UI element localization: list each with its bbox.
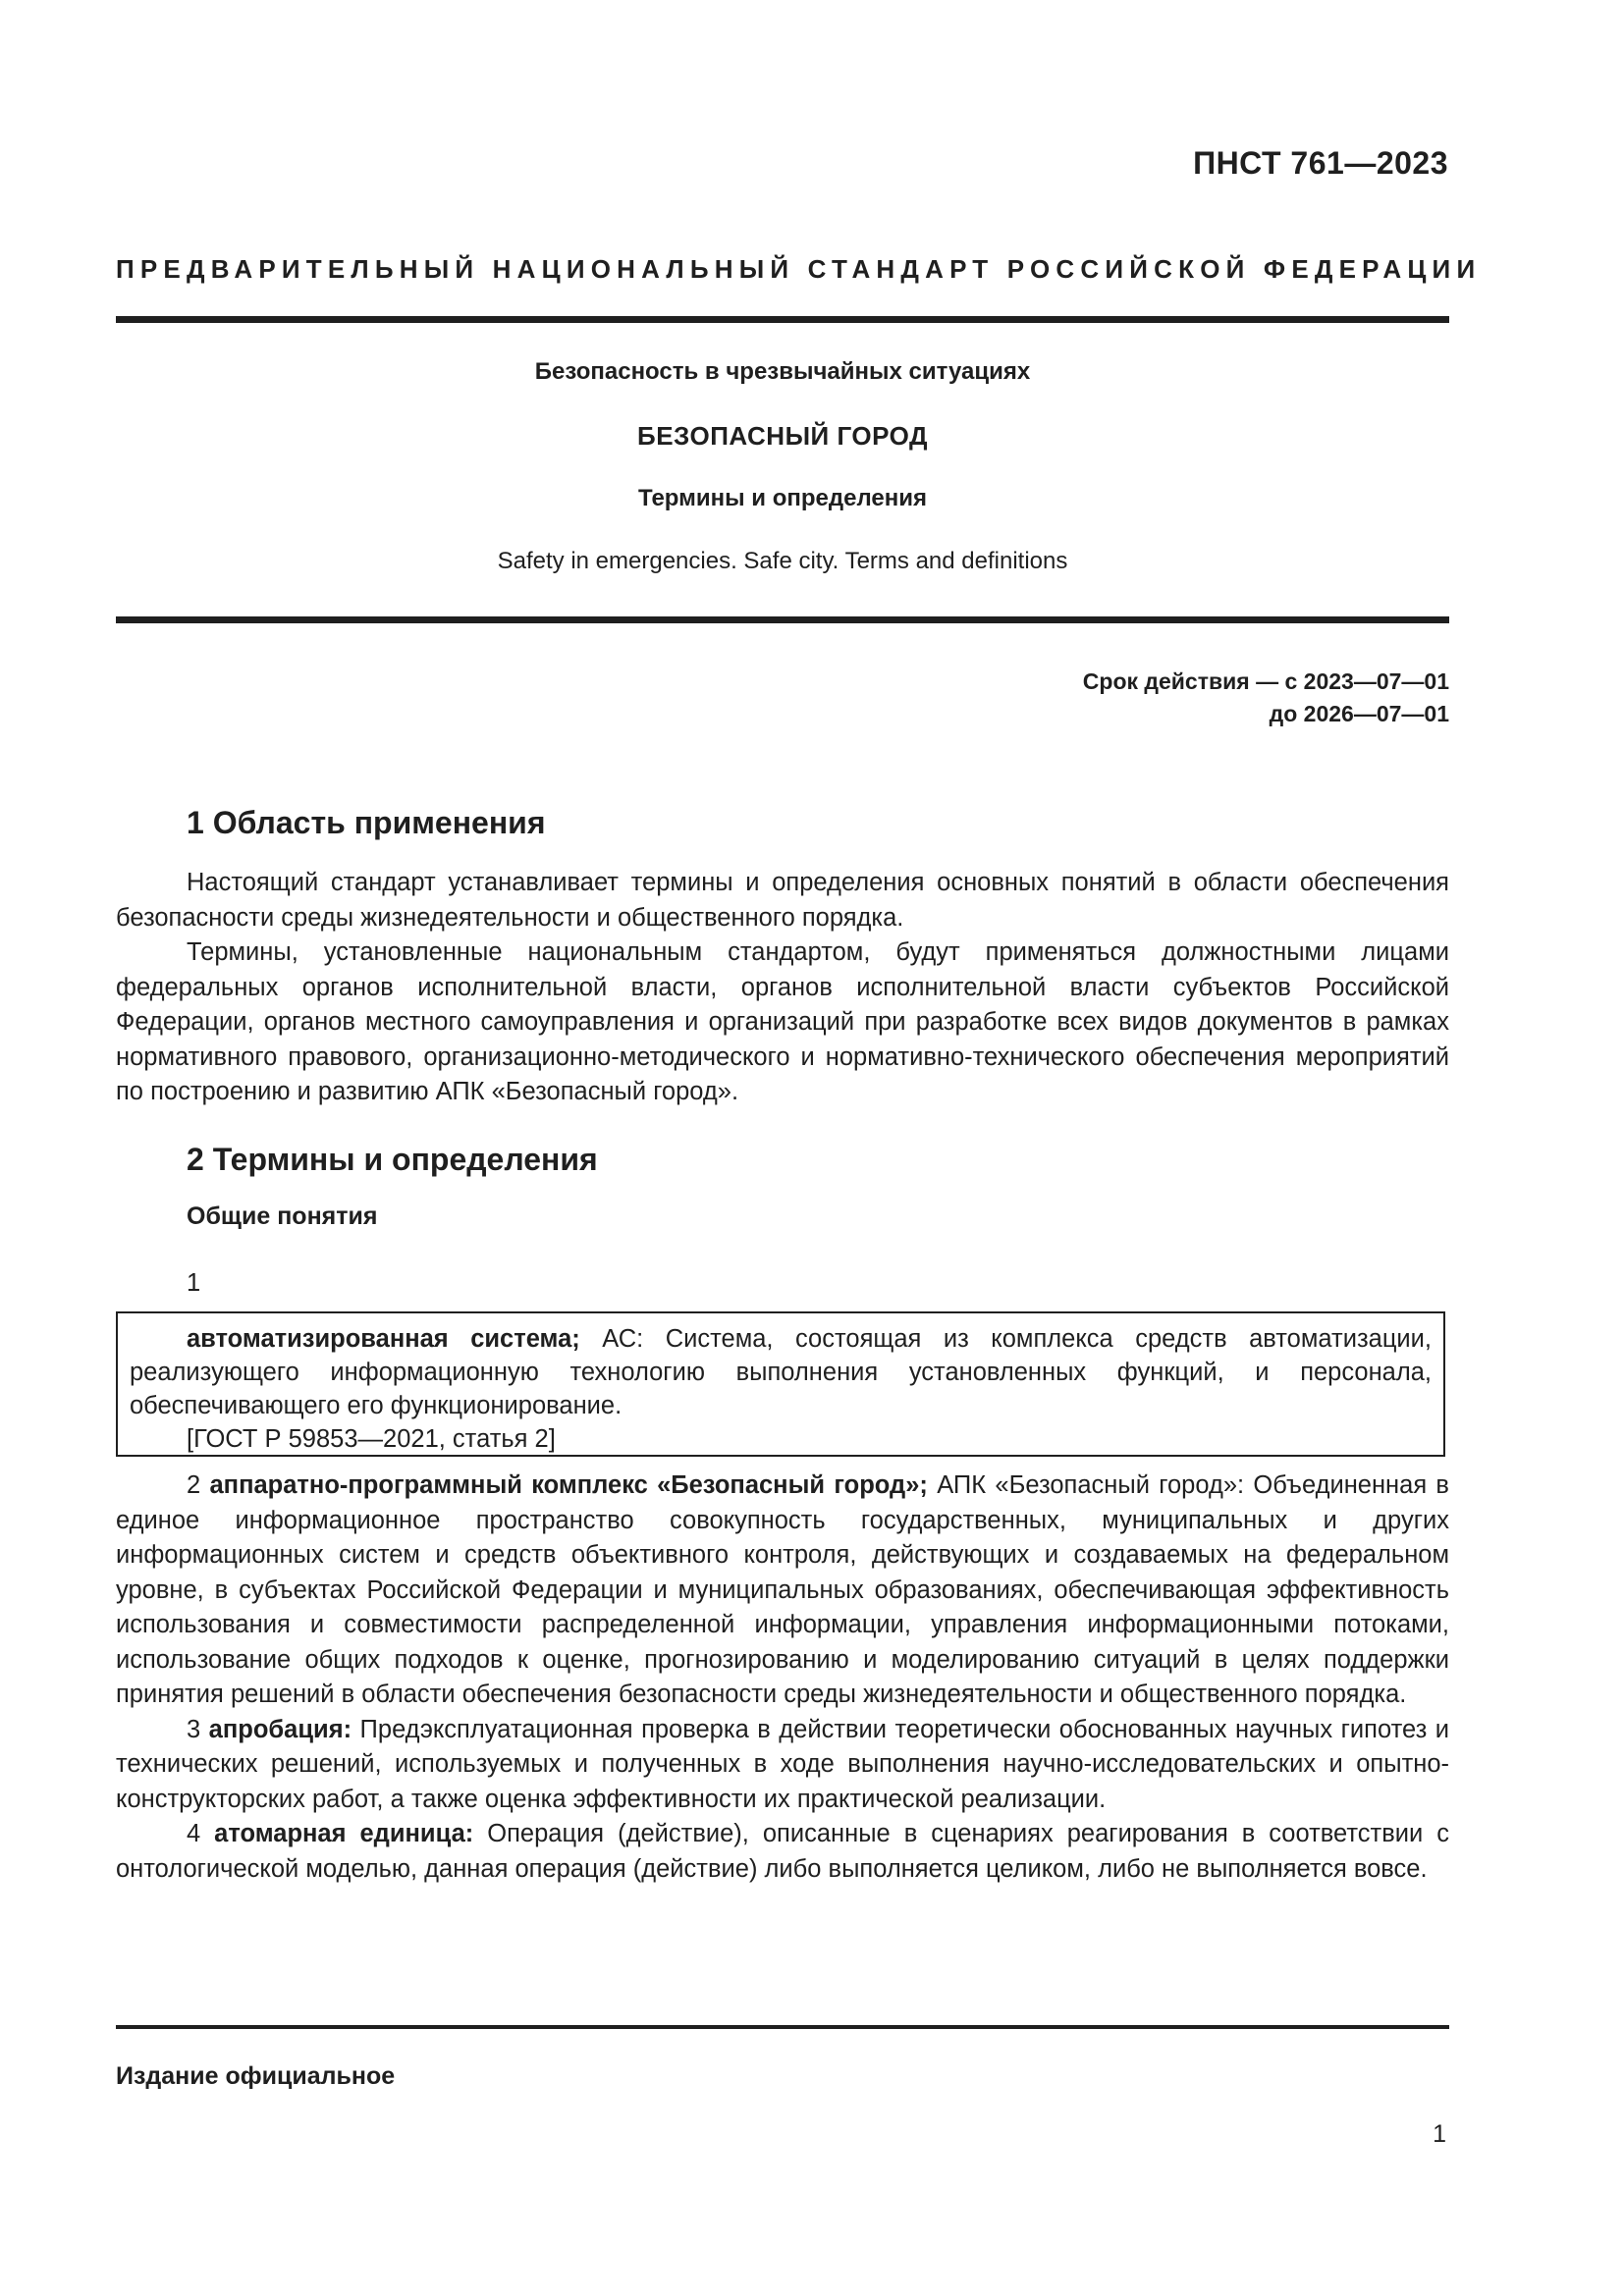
term-1-definition: АС: Система, состоящая из комплекса средств автоматизации, реализующего информационную технологию выполнения установленных функций, и персонала, обеспечивающего его функционирование. — [130, 1325, 1432, 1419]
english-title: Safety in emergencies. Safe city. Terms and definitions — [497, 548, 1068, 574]
scope-text — [116, 866, 1449, 1110]
validity-from: Срок действия — с 2023—07—01 — [1082, 668, 1449, 694]
validity-period — [1083, 666, 1449, 730]
footer-divider — [116, 2025, 1449, 2029]
term-3-term: апробация: — [208, 1715, 352, 1743]
term-4-number: 4 — [187, 1820, 215, 1847]
edition-label: Издание официальное — [116, 2062, 396, 2090]
term-2-term: аппаратно-программный комплекс «Безопасный город»; — [209, 1471, 928, 1499]
title-divider — [116, 616, 1449, 623]
term-4-term: атомарная единица: — [214, 1820, 474, 1847]
term-1-number: 1 — [187, 1269, 201, 1297]
term-2-definition: АПК «Безопасный город»: Объединенная в единое информационное пространство совокупность государственных, муниципальных и других информационных систем и средств объективного контроля, действующих и создаваемых на федеральном уровне, в субъектах Российской Федерации и муниципальных образованиях, обеспечивающая эффективность использования и совместимости распределенной информации, управления информационными потоками, использование общих подходов к оценке, прогнозированию и моделированию ситуаций в целях поддержки принятия решений в области обеспечения безопасности среды жизнедеятельности и общественного порядка. — [116, 1471, 1449, 1708]
scope-paragraph-1: Настоящий стандарт устанавливает термины и определения основных понятий в области обеспечения безопасности среды жизнедеятельности и общественного порядка. — [116, 869, 1449, 932]
term-1-source: [ГОСТ Р 59853—2021, статья 2] — [187, 1425, 556, 1453]
term-4-entry — [116, 1817, 1449, 1887]
terms-list — [116, 1468, 1449, 1887]
term-3-entry — [116, 1713, 1449, 1818]
term-4-definition: Операция (действие), описанные в сценариях реагирования в соответствии с онтологической моделью, данная операция (действие) либо выполняется целиком, либо не выполняется вовсе. — [116, 1820, 1449, 1883]
title-line-2: БЕЗОПАСНЫЙ ГОРОД — [637, 421, 928, 451]
title-line-1: Безопасность в чрезвычайных ситуациях — [534, 358, 1031, 385]
standard-type-heading: ПРЕДВАРИТЕЛЬНЫЙ НАЦИОНАЛЬНЫЙ СТАНДАРТ РОССИЙСКОЙ ФЕДЕРАЦИИ — [116, 254, 1482, 284]
term-3-number: 3 — [187, 1715, 209, 1743]
term-3-definition: Предэксплуатационная проверка в действии теоретически обоснованных научных гипотез и технических решений, используемых и полученных в ходе выполнения научно-исследовательских и опытно-конструкторских работ, а также оценка эффективности их практической реализации. — [116, 1715, 1449, 1813]
scope-paragraph-2: Термины, установленные национальным стандартом, будут применяться должностными лицами федеральных органов исполнительной власти, органов исполнительной власти субъектов Российской Федерации, органов местного самоуправления и организаций при разработке всех видов документов в рамках нормативного правового, организационно-методического и нормативно-технического обеспечения мероприятий по построению и развитию АПК «Безопасный город». — [116, 938, 1449, 1105]
title-line-3: Термины и определения — [637, 485, 928, 511]
general-concepts-subheading: Общие понятия — [187, 1202, 378, 1230]
document-code: ПНСТ 761—2023 — [1193, 145, 1448, 181]
term-1-box — [116, 1311, 1445, 1457]
section-1-heading: 1 Область применения — [187, 805, 546, 840]
top-divider — [116, 316, 1449, 323]
term-1-entry — [130, 1322, 1432, 1422]
term-2-entry — [116, 1468, 1449, 1713]
section-2-heading: 2 Термины и определения — [187, 1142, 598, 1177]
term-2-number: 2 — [187, 1471, 210, 1499]
validity-to: до 2026—07—01 — [1269, 701, 1449, 726]
term-1-term: автоматизированная система; — [187, 1325, 580, 1353]
page-number: 1 — [1433, 2120, 1446, 2148]
